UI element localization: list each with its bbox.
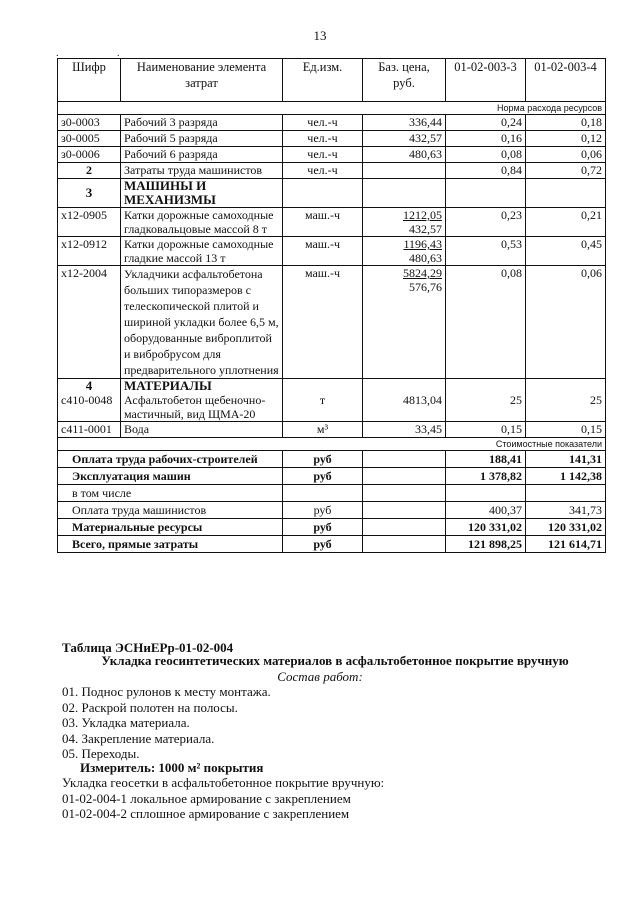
summary-row — [58, 519, 606, 536]
description-line: 01-02-004-2 сплошное армирование с закреплением — [62, 806, 350, 821]
summary-v2: 1 142,38 — [526, 468, 606, 485]
summary-row — [58, 468, 606, 485]
section-3-row — [58, 179, 606, 208]
summary-unit — [283, 485, 363, 502]
summary-name: Всего, прямые затраты — [58, 536, 283, 553]
cell-v1: 0,84 — [446, 163, 526, 179]
table-row — [58, 208, 606, 237]
cell-v2: 0,06 — [526, 266, 606, 379]
cell-v1: 0,16 — [446, 131, 526, 147]
table-title: Укладка геосинтетических материалов в асфальтобетонное покрытие вручную — [101, 653, 569, 668]
cell-name: Рабочий 3 разряда — [121, 115, 283, 131]
section-name — [121, 179, 283, 208]
table-row — [58, 115, 606, 131]
cell-unit: маш.-ч — [283, 237, 363, 266]
cell-v2: 0,18 — [526, 115, 606, 131]
cell-name: Рабочий 6 разряда — [121, 147, 283, 163]
section-num: 3 — [58, 179, 121, 208]
cell-code: х12-0905 — [58, 208, 121, 237]
work-item: 05. Переходы. — [62, 746, 140, 761]
cell-name: Рабочий 5 разряда — [121, 131, 283, 147]
price-machinist: 480,63 — [409, 251, 442, 265]
section-name-line1: МАШИНЫ И — [124, 178, 207, 193]
summary-v1 — [446, 485, 526, 502]
summary-v2: 120 331,02 — [526, 519, 606, 536]
resource-table — [57, 58, 606, 553]
table-row — [58, 237, 606, 266]
summary-name: Оплата труда машинистов — [58, 502, 283, 519]
summary-v1: 188,41 — [446, 451, 526, 468]
section-name: Затраты труда машинистов — [121, 163, 283, 179]
cell-unit: т — [283, 379, 363, 422]
cell-unit: маш.-ч — [283, 208, 363, 237]
section-2-row — [58, 163, 606, 179]
cell-price: 4813,04 — [363, 379, 446, 422]
cell-unit: маш.-ч — [283, 266, 363, 379]
summary-name: Эксплуатация машин — [58, 468, 283, 485]
header-code: Шифр — [58, 59, 121, 102]
section-4-materials-row — [58, 379, 606, 422]
scan-marks: . . — [56, 48, 148, 59]
cell-code: с411-0001 — [58, 422, 121, 438]
description-line: 01-02-004-1 локальное армирование с закреплением — [62, 790, 351, 806]
cell-v2: 0,21 — [526, 208, 606, 237]
measure-unit: Измеритель: 1000 м² покрытия — [80, 760, 264, 775]
summary-name: в том числе — [58, 485, 283, 502]
work-item: 03. Укладка материала. — [62, 715, 190, 730]
cell-name: Укладчики асфальтобетона больших типоразмеров с телескопической плитой и шириной укладки более 6,5 м, оборудованные виброплитой и вибробрусом для предварительного уплотнения — [121, 266, 283, 379]
cell-unit: чел.-ч — [283, 147, 363, 163]
summary-unit: руб — [283, 502, 363, 519]
price-main: 1212,05 — [403, 208, 442, 222]
summary-v1: 1 378,82 — [446, 468, 526, 485]
summary-row — [58, 502, 606, 519]
header-col2: 01-02-003-4 — [526, 59, 606, 102]
cell-price: 432,57 — [363, 131, 446, 147]
cell-v2: 0,12 — [526, 131, 606, 147]
cell-unit: чел.-ч — [283, 163, 363, 179]
summary-row — [58, 451, 606, 468]
summary-v1: 121 898,25 — [446, 536, 526, 553]
cell-price — [363, 237, 446, 266]
header-col1: 01-02-003-3 — [446, 59, 526, 102]
cell-v1: 0,08 — [446, 147, 526, 163]
cell-name: Катки дорожные самоходные гладковальцовые массой 8 т — [121, 208, 283, 237]
summary-v2: 341,73 — [526, 502, 606, 519]
price-main: 5824,29 — [403, 266, 442, 280]
work-item: 01. Поднос рулонов к месту монтажа. — [62, 684, 271, 699]
cell-v1: 0,53 — [446, 237, 526, 266]
section-num: 2 — [58, 163, 121, 179]
cell-code: х12-2004 — [58, 266, 121, 379]
cell-v1: 0,23 — [446, 208, 526, 237]
summary-row — [58, 485, 606, 502]
cell-name: Асфальтобетон щебеночно-мастичный, вид ЩМА-20 — [124, 393, 266, 421]
section-name: МАТЕРИАЛЫ — [124, 378, 212, 393]
cell-v2: 0,45 — [526, 237, 606, 266]
page-number: 13 — [313, 28, 327, 43]
work-item: 04. Закрепление материала. — [62, 730, 215, 746]
summary-v2: 141,31 — [526, 451, 606, 468]
work-item: 02. Раскрой полотен на полосы. — [62, 699, 238, 715]
norm-row — [58, 102, 606, 115]
table-row — [58, 422, 606, 438]
cell-unit: чел.-ч — [283, 131, 363, 147]
section-num: 4 — [85, 378, 93, 393]
cell-name: Катки дорожные самоходные гладкие массой 13 т — [121, 237, 283, 266]
header-price: Баз. цена, руб. — [363, 59, 446, 102]
cell-code: з0-0005 — [58, 131, 121, 147]
price-machinist: 576,76 — [409, 280, 442, 294]
cell-price — [363, 163, 446, 179]
cost-label-row — [58, 438, 606, 451]
description-list — [62, 775, 384, 822]
cell-price: 480,63 — [363, 147, 446, 163]
cell-price: 336,44 — [363, 115, 446, 131]
cell-v1: 0,24 — [446, 115, 526, 131]
summary-unit: руб — [283, 451, 363, 468]
norm-label: Норма расхода ресурсов — [58, 102, 606, 115]
cell-v1: 25 — [446, 379, 526, 422]
cell-v2: 25 — [526, 379, 606, 422]
cell-code: с410-0048 — [61, 393, 113, 407]
cell-code: з0-0003 — [58, 115, 121, 131]
cell-v2: 0,15 — [526, 422, 606, 438]
cell-price — [363, 208, 446, 237]
cell-unit: чел.-ч — [283, 115, 363, 131]
work-list — [62, 684, 271, 762]
cost-label: Стоимостные показатели — [58, 438, 606, 451]
cell-v2: 0,06 — [526, 147, 606, 163]
cell-code: х12-0912 — [58, 237, 121, 266]
cell-price — [363, 266, 446, 379]
cell-v1: 0,08 — [446, 266, 526, 379]
price-main: 1196,43 — [403, 237, 442, 251]
summary-unit: руб — [283, 536, 363, 553]
summary-v2 — [526, 485, 606, 502]
table-row — [58, 147, 606, 163]
cell-v1: 0,15 — [446, 422, 526, 438]
section-name-line2: МЕХАНИЗМЫ — [124, 192, 216, 207]
description-line: Укладка геосетки в асфальтобетонное покрытие вручную: — [62, 775, 385, 790]
cell-name: Вода — [121, 422, 283, 438]
header-name: Наименование элемента затрат — [121, 59, 283, 102]
table-header-row — [58, 59, 606, 102]
summary-v1: 120 331,02 — [446, 519, 526, 536]
table-row — [58, 266, 606, 379]
work-composition-heading: Состав работ: — [277, 669, 363, 684]
summary-v2: 121 614,71 — [526, 536, 606, 553]
price-machinist: 432,57 — [409, 222, 442, 236]
table-caption: Таблица ЭСНиЕРр-01-02-004 — [62, 640, 234, 655]
cell-unit: м³ — [283, 422, 363, 438]
summary-unit: руб — [283, 519, 363, 536]
header-unit: Ед.изм. — [283, 59, 363, 102]
summary-v1: 400,37 — [446, 502, 526, 519]
cell-price: 33,45 — [363, 422, 446, 438]
summary-name: Материальные ресурсы — [58, 519, 283, 536]
summary-name: Оплата труда рабочих-строителей — [58, 451, 283, 468]
summary-unit: руб — [283, 468, 363, 485]
table-row — [58, 131, 606, 147]
summary-row — [58, 536, 606, 553]
cell-v2: 0,72 — [526, 163, 606, 179]
cell-code: з0-0006 — [58, 147, 121, 163]
